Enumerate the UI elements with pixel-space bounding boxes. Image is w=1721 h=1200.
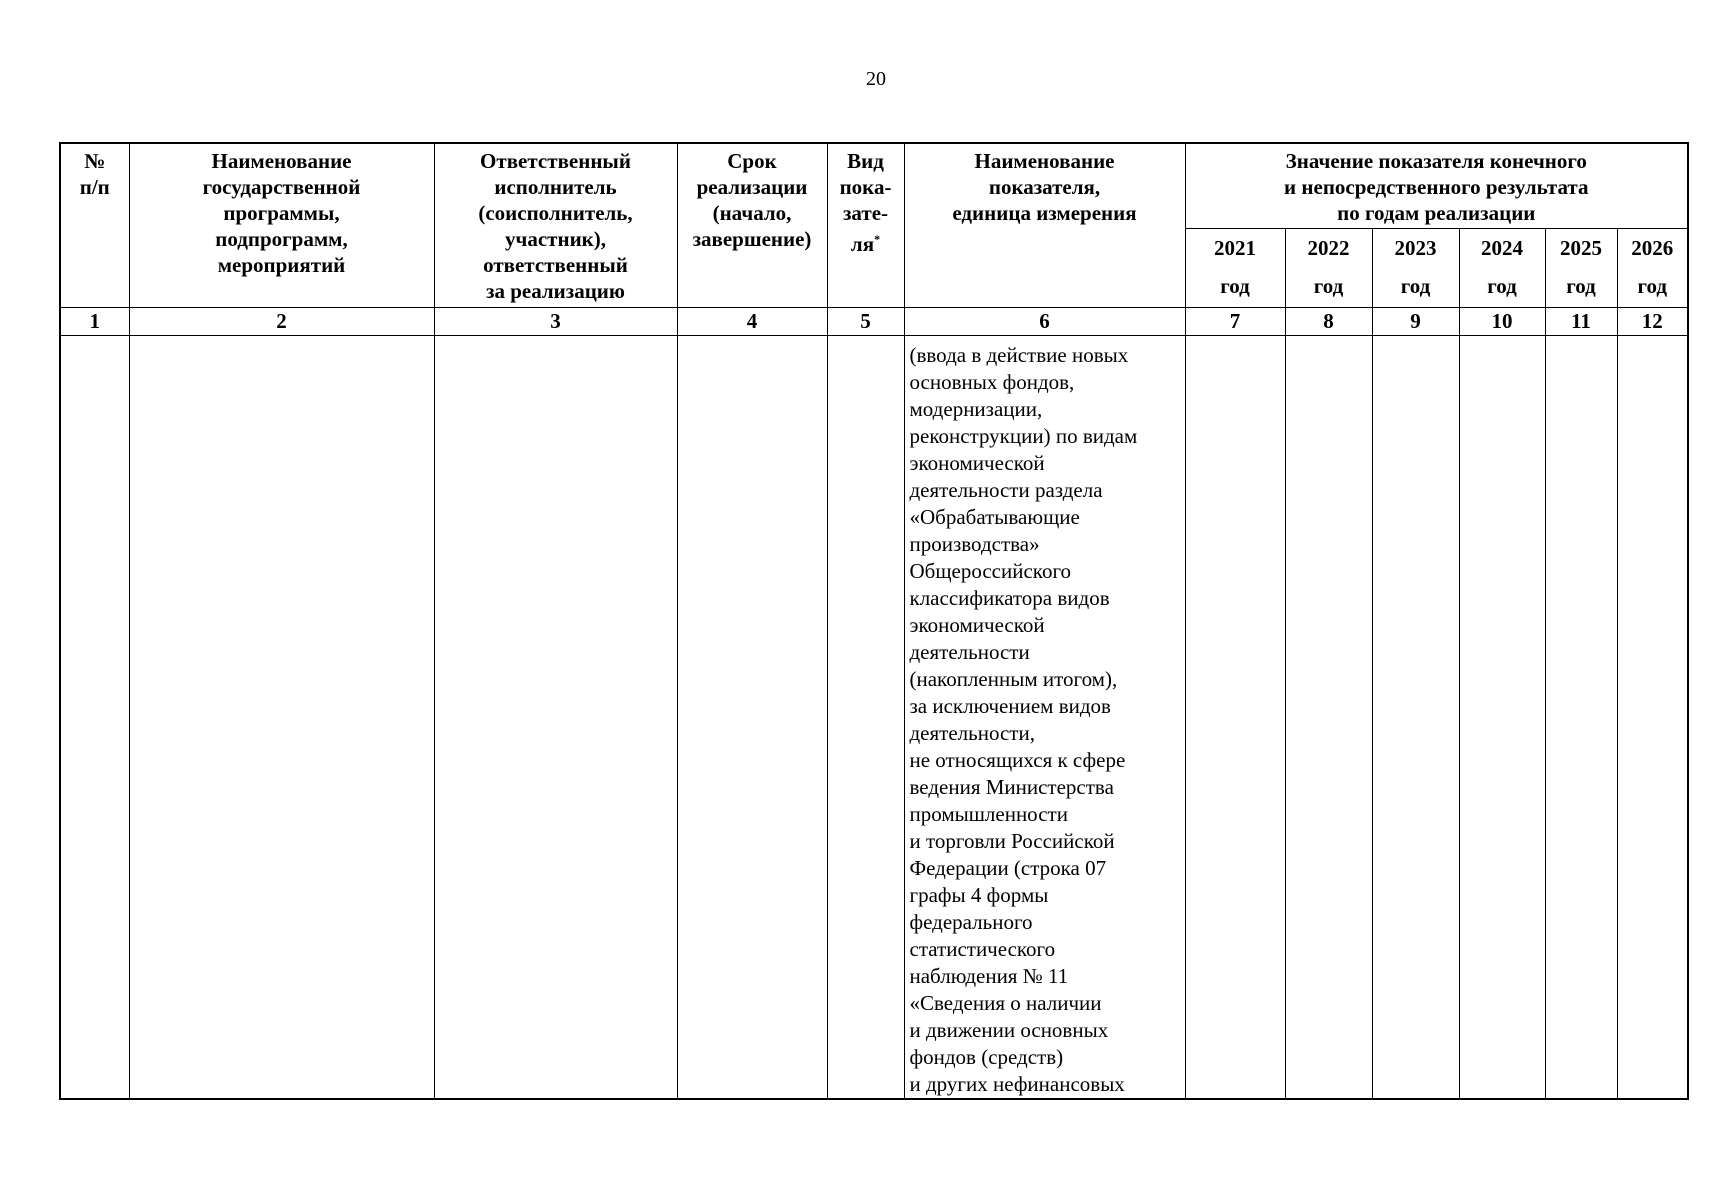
column-number: 5 (827, 307, 904, 335)
header-year-2026: 2026 год (1617, 228, 1688, 307)
cell-value-2026 (1617, 335, 1688, 1099)
header-indicator-type: Вид пока- зате- ля* (827, 143, 904, 307)
column-number: 4 (677, 307, 827, 335)
header-year-2024: 2024 год (1459, 228, 1545, 307)
column-number: 1 (60, 307, 129, 335)
header-year-2023: 2023 год (1372, 228, 1459, 307)
page-number: 20 (866, 68, 886, 90)
cell-program-name (129, 335, 434, 1099)
column-number: 12 (1617, 307, 1688, 335)
cell-term (677, 335, 827, 1099)
header-num: № п/п (60, 143, 129, 307)
cell-value-2023 (1372, 335, 1459, 1099)
table-row (60, 335, 1688, 1099)
cell-num (60, 335, 129, 1099)
column-number: 8 (1285, 307, 1372, 335)
cell-indicator-name: (ввода в действие новых основных фондов, модернизации, реконструкции) по видам экономической деятельности раздела «Обрабатывающие производства» Общероссийского классификатора видов экономической деятельности (накопленным итогом), за исключением видов деятельности, не относящихся к сфере ведения Министерства промышленности и торговли Российской Федерации (строка 07 графы 4 формы федерального статистического наблюдения № 11 «Сведения о наличии и движении основных фондов (средств) и других нефинансовых (904, 335, 1185, 1099)
header-executor: Ответственный исполнитель (соисполнитель, участник), ответственный за реализацию (434, 143, 677, 307)
column-number: 9 (1372, 307, 1459, 335)
header-year-2025: 2025 год (1545, 228, 1617, 307)
cell-value-2021 (1185, 335, 1285, 1099)
cell-value-2024 (1459, 335, 1545, 1099)
header-program-name: Наименование государственной программы, подпрограмм, мероприятий (129, 143, 434, 307)
cell-value-2025 (1545, 335, 1617, 1099)
cell-indicator-type (827, 335, 904, 1099)
header-year-2021: 2021 год (1185, 228, 1285, 307)
cell-executor (434, 335, 677, 1099)
header-term: Срок реализации (начало, завершение) (677, 143, 827, 307)
column-number-row (60, 307, 1688, 335)
footnote-mark: * (874, 232, 881, 246)
column-number: 11 (1545, 307, 1617, 335)
column-number: 3 (434, 307, 677, 335)
column-number: 2 (129, 307, 434, 335)
program-table (59, 142, 1689, 1100)
header-year-2022: 2022 год (1285, 228, 1372, 307)
header-values-by-year: Значение показателя конечного и непосредственного результата по годам реализации (1185, 143, 1688, 228)
column-number: 6 (904, 307, 1185, 335)
cell-value-2022 (1285, 335, 1372, 1099)
header-indicator-name: Наименование показателя, единица измерения (904, 143, 1185, 307)
column-number: 7 (1185, 307, 1285, 335)
column-number: 10 (1459, 307, 1545, 335)
